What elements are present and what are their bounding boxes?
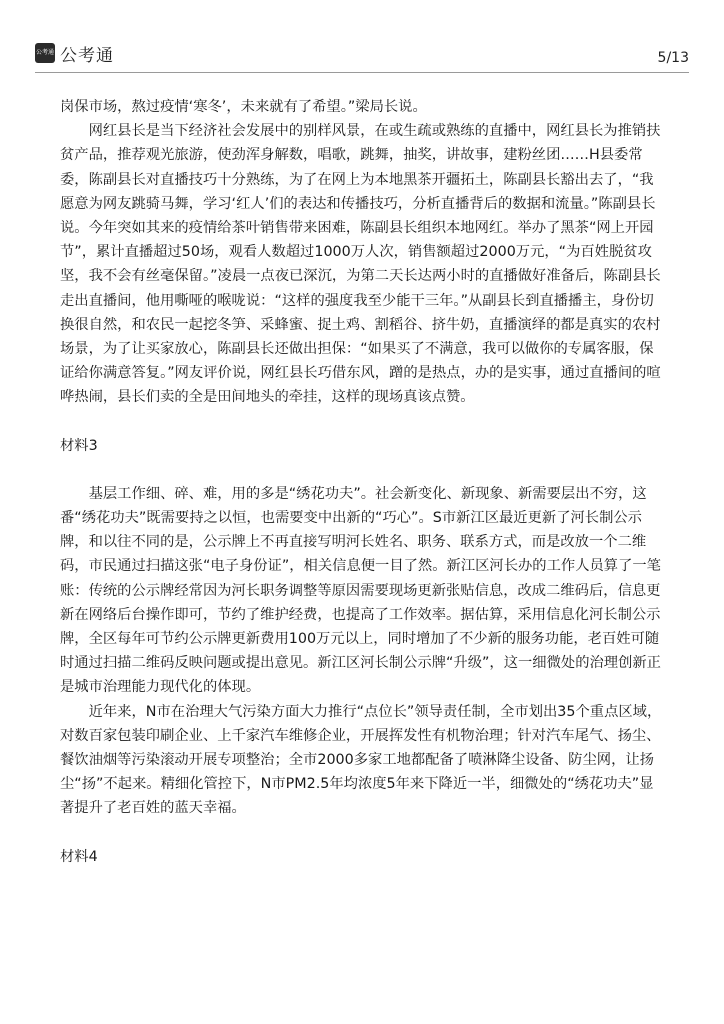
- page-header: [0, 0, 724, 80]
- section-heading-material-3: 材料3: [60, 437, 98, 454]
- paragraph-air-pollution: 近年来，N市在治理大气污染方面大力推行“点位长”领导责任制，全市划出35个重点区域，对数百家包装印刷企业、上千家汽车维修企业，开展挥发性有机物治理；针对汽车尾气、扬尘、餐饮油烟等污染滚动开展专项整治；全市2000多家工地都配备了喷淋降尘设备、防尘网，让扬尘“扬”不起来。精细化管控下，N市PM2.5年均浓度5年来下降近一半，细微处的“绣花功夫”显著提升了老百姓的蓝天幸福。: [60, 703, 662, 817]
- logo-text: 公考通: [60, 46, 114, 66]
- paragraph-river-chief-sign: 基层工作细、碎、难，用的多是“绣花功夫”。社会新变化、新现象、新需要层出不穷，这番“绣花功夫”既需要持之以恒，也需要变中出新的“巧心”。S市新江区最近更新了河长制公示牌，和以往不同的是，公示牌上不再直接写明河长姓名、职务、联系方式，而是改放一个二维码，市民通过扫描这张“电子身份证”，相关信息便一目了然。新江区河长办的工作人员算了一笔账：传统的公示牌经常因为河长职务调整等原因需要现场更新张贴信息，改成二维码后，信息更新在网络后台操作即可，节约了维护经费，也提高了工作效率。据估算，采用信息化河长制公示牌，全区每年可节约公示牌更新费用100万元以上，同时增加了不少新的服务功能，老百姓可随时通过扫描二维码反映问题或提出意见。新江区河长制公示牌“升级”，这一细微处的治理创新正是城市治理能力现代化的体现。: [60, 485, 661, 696]
- page-number: 5/13: [657, 50, 689, 66]
- document-body: [60, 95, 665, 893]
- paragraph-web-celebrity-magistrate: 网红县长是当下经济社会发展中的别样风景，在或生疏或熟练的直播中，网红县长为推销扶贫产品，推荐观光旅游，使劲浑身解数，唱歌，跳舞，抽奖，讲故事，建粉丝团……H县委常委，陈副县长对直播技巧十分熟练，为了在网上为本地黑茶开疆拓土，陈副县长豁出去了，“我愿意为网友跳骑马舞，学习‘红人’们的表达和传播技巧，分析直播背后的数据和流量。”陈副县长说。今年突如其来的疫情给茶叶销售带来困难，陈副县长组织本地网红。举办了黑茶“网上开园节”，累计直播超过50场，观看人数超过1000万人次，销售额超过2000万元，“为百姓脱贫攻坚，我不会有丝毫保留。”凌晨一点夜已深沉，为第二天长达两小时的直播做好准备后，陈副县长走出直播间，他用嘶哑的喉咙说：“这样的强度我至少能干三年。”从副县长到直播播主，身份切换很自然，和农民一起挖冬笋、采蜂蜜、捉土鸡、割稻谷、挤牛奶，直播演绎的都是真实的农村场景，为了让买家放心，陈副县长还做出担保：“如果买了不满意，我可以做你的专属客服，保证给你满意答复。”网友评价说，网红县长巧借东风，蹭的是热点，办的是实事，通过直播间的喧哗热闹，县长们卖的全是田间地头的牵挂，这样的现场真该点赞。: [60, 123, 661, 406]
- logo-icon: 公考通: [35, 43, 55, 63]
- paragraph-continuation: 岗保市场，熬过疫情‘寒冬’，未来就有了希望。”梁局长说。: [60, 99, 427, 115]
- section-heading-material-4: 材料4: [60, 848, 98, 865]
- header-divider: [35, 72, 689, 73]
